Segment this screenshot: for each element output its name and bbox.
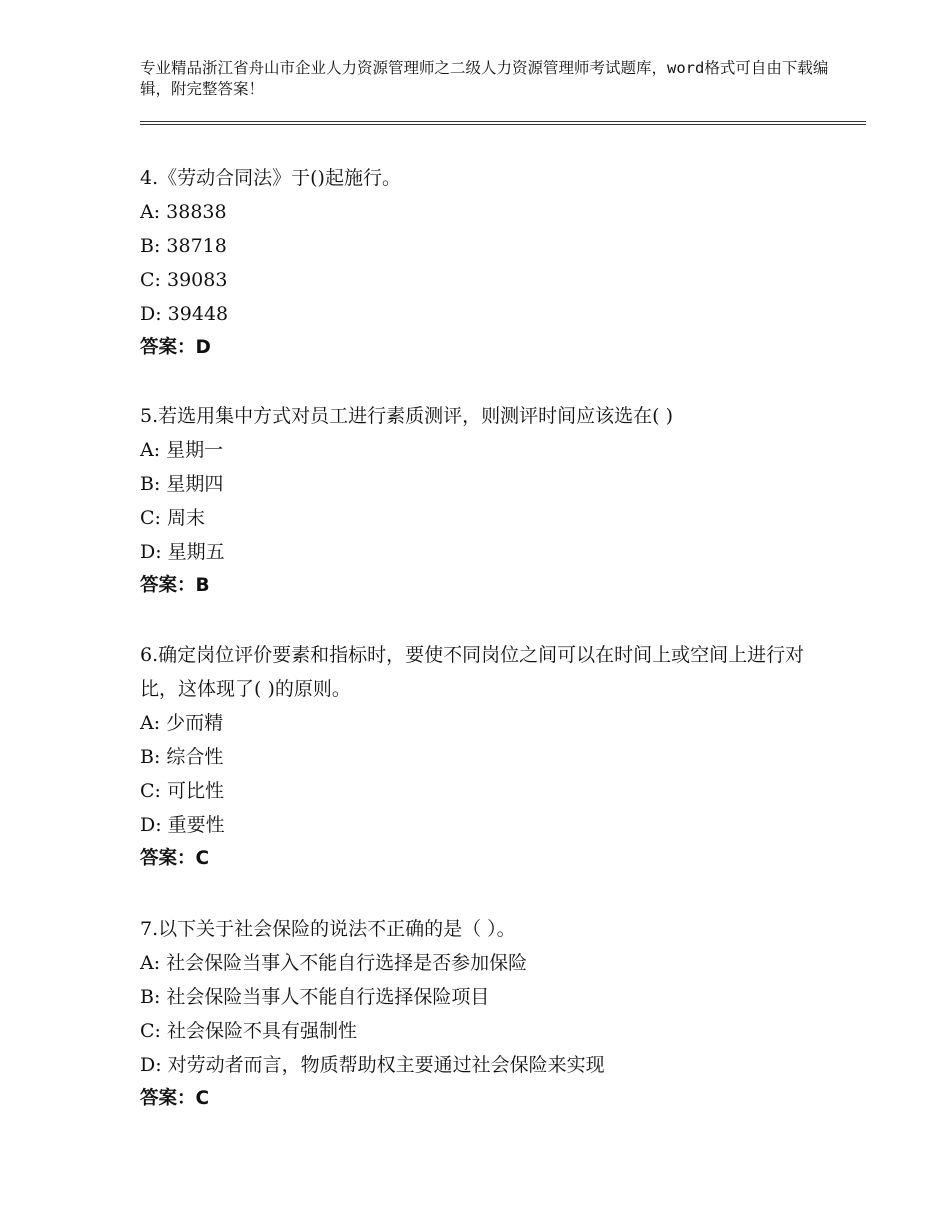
header-title: 专业精品浙江省舟山市企业人力资源管理师之二级人力资源管理师考试题库，word格式可自由下载编辑，附完整答案！ <box>140 59 829 98</box>
option-a: A: 少而精 <box>140 712 224 734</box>
option-d: D: 重要性 <box>140 814 225 836</box>
option-b: B: 综合性 <box>140 746 224 768</box>
option-a: A: 星期一 <box>140 439 224 461</box>
option-a: A: 38838 <box>140 201 227 223</box>
question-text: 7.以下关于社会保险的说法不正确的是（ ）。 <box>140 918 516 940</box>
question-text: 4.《劳动合同法》于()起施行。 <box>140 167 401 189</box>
option-d: D: 星期五 <box>140 541 225 563</box>
header-divider-top <box>140 121 866 122</box>
option-d: D: 39448 <box>140 303 229 325</box>
option-b: B: 星期四 <box>140 473 224 495</box>
answer-label: 答案：C <box>140 1088 210 1109</box>
option-b: B: 社会保险当事人不能自行选择保险项目 <box>140 986 490 1008</box>
document-header <box>140 58 830 100</box>
answer-label: 答案：D <box>140 337 211 358</box>
question-text: 6.确定岗位评价要素和指标时，要使不同岗位之间可以在时间上或空间上进行对比，这体现了( )的原则。 <box>140 644 805 700</box>
option-b: B: 38718 <box>140 235 227 257</box>
option-c: C: 39083 <box>140 269 228 291</box>
question-7 <box>140 912 820 1116</box>
option-d: D: 对劳动者而言，物质帮助权主要通过社会保险来实现 <box>140 1054 605 1076</box>
question-6 <box>140 638 820 876</box>
question-4 <box>140 161 820 365</box>
answer-label: 答案：C <box>140 848 210 869</box>
option-c: C: 可比性 <box>140 780 224 802</box>
answer-label: 答案：B <box>140 575 210 596</box>
option-a: A: 社会保险当事入不能自行选择是否参加保险 <box>140 952 528 974</box>
option-c: C: 周末 <box>140 507 205 529</box>
question-text: 5.若选用集中方式对员工进行素质测评，则测评时间应该选在( ) <box>140 405 673 427</box>
header-divider-bottom <box>140 124 866 125</box>
option-c: C: 社会保险不具有强制性 <box>140 1020 357 1042</box>
question-5 <box>140 399 820 603</box>
